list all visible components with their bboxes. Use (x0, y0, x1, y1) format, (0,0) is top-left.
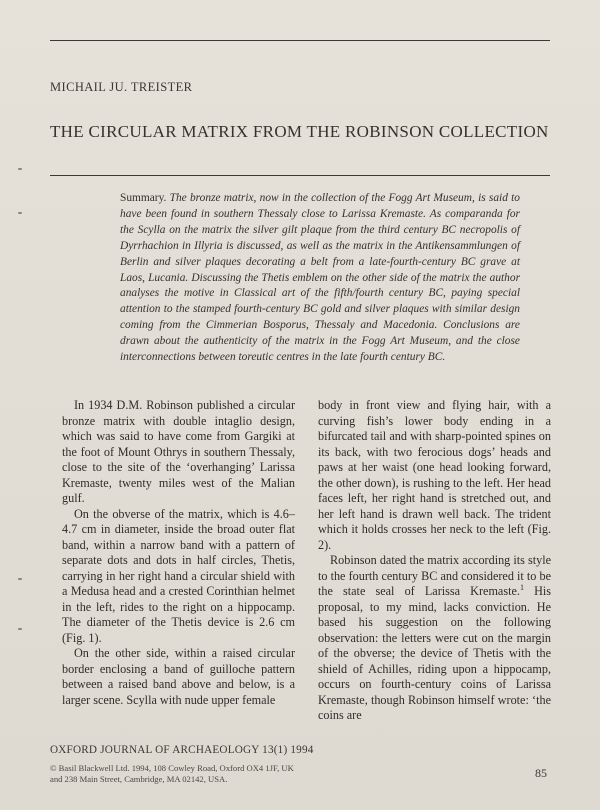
footnote-reference[interactable]: 1 (519, 582, 524, 592)
right-column (318, 398, 551, 724)
article-title: THE CIRCULAR MATRIX FROM THE ROBINSON COLLECTION (50, 122, 549, 141)
copyright-line: and 238 Main Street, Cambridge, MA 02142, USA. (50, 774, 228, 784)
summary-label: Summary. (120, 192, 167, 204)
paragraph: In 1934 D.M. Robinson published a circular bronze matrix with double intaglio design, which was said to have come from Gargiki at the foot of Mount Othrys in southern Thessaly, close to the site of the ‘overhanging’ Larissa Kremaste, twenty miles west of the Malian gulf. (62, 398, 295, 505)
copyright-line: © Basil Blackwell Ltd. 1994, 108 Cowley Road, Oxford OX4 1JF, UK (50, 763, 294, 773)
paragraph: On the obverse of the matrix, which is 4.6–4.7 cm in diameter, inside the broad outer flat band, within a narrow band with a pattern of separate dots and dots in half circles, Thetis, carrying in her right hand a circular shield with a Medusa head and a crested Corinthian helmet in the left, rides to the right on a hippocamp. The diameter of the Thetis device is 2.6 cm (Fig. 1). (62, 506, 295, 645)
margin-mark (18, 628, 22, 630)
title-rule (50, 175, 550, 176)
paragraph (318, 553, 551, 724)
copyright-notice (50, 763, 350, 785)
left-column (62, 398, 295, 708)
margin-mark (18, 578, 22, 580)
paragraph-text: Robinson dated the matrix according its style to the fourth century BC and considered it to be the state seal of Larissa Kremaste. (318, 553, 551, 598)
summary-abstract (120, 191, 520, 366)
paragraph: On the other side, within a raised circular border enclosing a band of guilloche pattern between a raised band above and below, is a larger scene. Scylla with nude upper female (62, 646, 295, 707)
margin-mark (18, 168, 22, 170)
paragraph-continuation: body in front view and flying hair, with a curving fish’s lower body ending in a bifurcated tail and with sharp-pointed spines on its back, with two ferocious dogs’ heads and paws at her waist (one head looking forward, the other down), is rushing to the left. Her head faces left, her right hand is stretched out, and her left hand is drawn well back. The trident which it holds crosses her neck to the left (Fig. 2). (318, 398, 551, 552)
margin-mark (18, 212, 22, 214)
paragraph-text: His proposal, to my mind, lacks conviction. He based his suggestion on the following observation: the letters were cut on the margin of the obverse; the device of Thetis with the shield of Achilles, riding upon a hippocamp, occurs on fourth-century coins of Larissa Kremaste, though Robinson himself wrote: ‘the coins are (318, 584, 552, 722)
author-name: MICHAIL JU. TREISTER (50, 80, 193, 94)
journal-citation: OXFORD JOURNAL OF ARCHAEOLOGY 13(1) 1994 (50, 744, 314, 756)
summary-text: The bronze matrix, now in the collection of the Fogg Art Museum, is said to have been found in southern Thessaly close to Larissa Kremaste. As comparanda for the Scylla on the matrix the silver gilt plaque from the third century BC necropolis of Dyrrhachion in Illyria is discussed, as well as the matrix in the Antikensammlungen of Berlin and silver plaques decorating a belt from a late-fourth-century BC grave at Laos, Lucania. Discussing the Thetis emblem on the other side of the matrix the author analyses the motive in Classical art of the fifth/fourth century BC, paying special attention to the stamped fourth-century BC gold and silver plaques with similar design coming from the Cimmerian Bosporus, Thessaly and Macedonia. Conclusions are drawn about the authenticity of the matrix in the Fogg Art Museum, and the close interconnections between toreutic centres in the late fourth century BC. (120, 192, 520, 364)
page-number: 85 (535, 766, 547, 780)
top-rule (50, 40, 550, 41)
